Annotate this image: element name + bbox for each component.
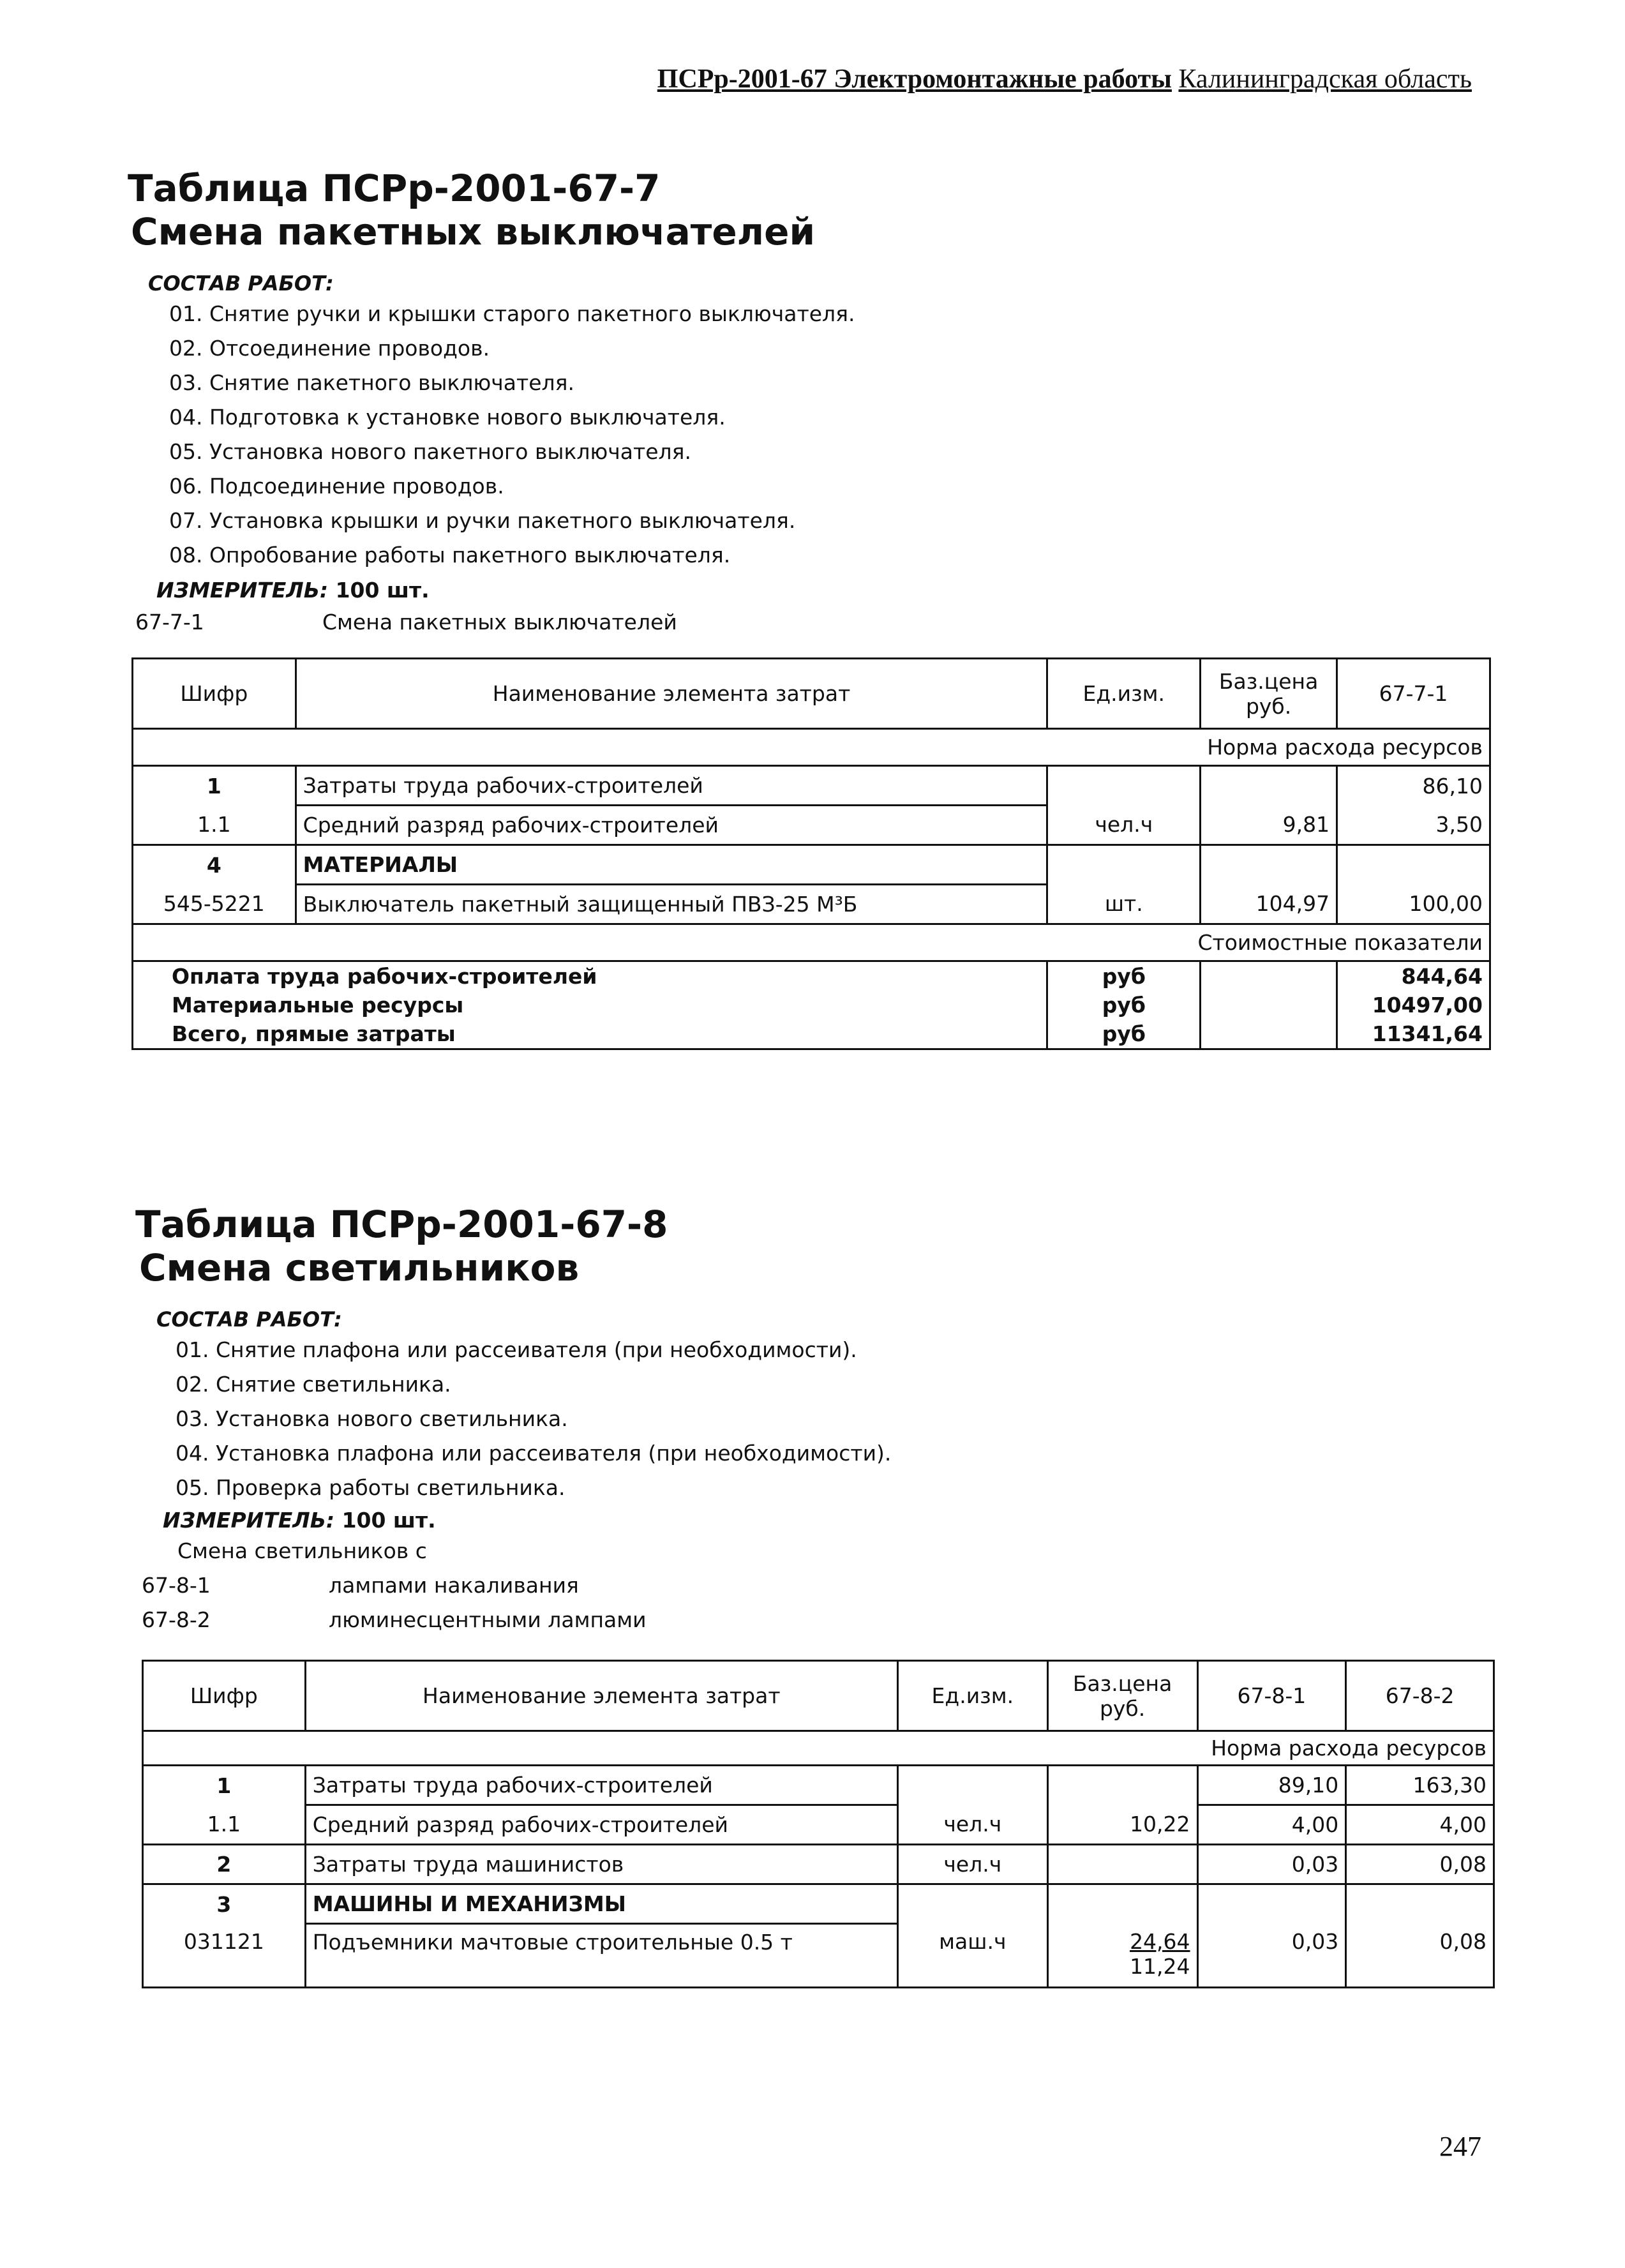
col-header-67-7-1: 67-7-1 <box>1337 659 1490 729</box>
table2-operation: 01. Снятие плафона или рассеивателя (при необходимости). <box>176 1337 857 1362</box>
table2-intro: Смена светильников с <box>177 1538 427 1563</box>
table2-izmeritel-value: 100 шт. <box>341 1508 436 1533</box>
table-row <box>143 1845 1494 1884</box>
total-unit: руб <box>1047 961 1201 991</box>
table-row <box>133 845 1490 885</box>
table-row <box>143 1884 1494 1924</box>
row-code: 031121 <box>143 1924 306 1988</box>
totals-row <box>133 991 1490 1020</box>
norm-header-row <box>133 729 1490 766</box>
table1-sostav-label: СОСТАВ РАБОТ: <box>148 271 334 296</box>
row-price <box>1047 1766 1197 1805</box>
row-price <box>1047 1845 1197 1884</box>
row-value: 0,08 <box>1346 1924 1494 1988</box>
total-price-empty <box>1201 961 1337 991</box>
table1-operation: 03. Снятие пакетного выключателя. <box>169 370 574 395</box>
row-price: 10,22 <box>1047 1805 1197 1845</box>
row-value <box>1346 1884 1494 1924</box>
table2-operation: 05. Проверка работы светильника. <box>176 1475 565 1500</box>
row-value: 0,08 <box>1346 1845 1494 1884</box>
row-unit <box>1047 766 1201 806</box>
table-row <box>143 1924 1494 1988</box>
row-unit: чел.ч <box>1047 806 1201 845</box>
row-value: 0,03 <box>1197 1924 1346 1988</box>
table2-title-line1: Таблица ПСРр-2001-67-8 <box>135 1203 668 1246</box>
running-header <box>657 64 1472 94</box>
total-price-empty <box>1201 991 1337 1020</box>
table2-operations-list <box>176 1333 891 1505</box>
row-code: 2 <box>143 1845 306 1884</box>
table1-title-line2: Смена пакетных выключателей <box>131 210 816 253</box>
total-unit: руб <box>1047 991 1201 1020</box>
row-price: 9,81 <box>1201 806 1337 845</box>
table-row <box>133 766 1490 806</box>
col-header-67-8-1: 67-8-1 <box>1197 1661 1346 1731</box>
row-unit: чел.ч <box>897 1845 1047 1884</box>
row-price <box>1047 1884 1197 1924</box>
table2-izmeritel-label: ИЗМЕРИТЕЛЬ: <box>163 1508 335 1533</box>
table2-title-line2: Смена светильников <box>139 1246 580 1289</box>
row-code: 1.1 <box>143 1805 306 1845</box>
row-unit <box>897 1766 1047 1805</box>
total-unit: руб <box>1047 1020 1201 1049</box>
row-price-secondary: 11,24 <box>1130 1953 1190 1979</box>
row-price: 24,64 <box>1130 1928 1190 1954</box>
col-header-price: Баз.цена руб. <box>1047 1661 1197 1731</box>
table1-operation: 04. Подготовка к установке нового выключателя. <box>169 405 726 430</box>
col-header-67-8-2: 67-8-2 <box>1346 1661 1494 1731</box>
table-header-row <box>143 1661 1494 1731</box>
row-value: 89,10 <box>1197 1766 1346 1805</box>
total-price-empty <box>1201 1020 1337 1049</box>
col-header-price: Баз.цена руб. <box>1201 659 1337 729</box>
row-name: МАТЕРИАЛЫ <box>296 845 1047 885</box>
row-code: 3 <box>143 1884 306 1924</box>
table-row <box>133 885 1490 924</box>
table2-item-code: 67-8-1 <box>142 1573 211 1598</box>
row-name: Средний разряд рабочих-строителей <box>296 806 1047 845</box>
row-code: 1 <box>133 766 296 806</box>
row-price-cell <box>1047 1924 1197 1988</box>
row-unit: чел.ч <box>897 1805 1047 1845</box>
row-name: Средний разряд рабочих-строителей <box>305 1805 897 1845</box>
col-header-unit: Ед.изм. <box>897 1661 1047 1731</box>
row-code: 545-5221 <box>133 885 296 924</box>
row-code: 4 <box>133 845 296 885</box>
table2-item-code: 67-8-2 <box>142 1607 211 1632</box>
cost-header: Стоимостные показатели <box>133 924 1490 961</box>
total-value: 11341,64 <box>1337 1020 1490 1049</box>
col-header-code: Шифр <box>143 1661 306 1731</box>
table1-operation: 05. Установка нового пакетного выключателя. <box>169 439 691 464</box>
row-price: 104,97 <box>1201 885 1337 924</box>
table2-cost-table <box>142 1660 1495 1988</box>
row-value <box>1197 1884 1346 1924</box>
table1-item-code: 67-7-1 <box>135 610 204 635</box>
totals-row <box>133 961 1490 991</box>
table-row <box>143 1805 1494 1845</box>
row-name: Затраты труда рабочих-строителей <box>305 1766 897 1805</box>
row-name: МАШИНЫ И МЕХАНИЗМЫ <box>305 1884 897 1924</box>
table-row <box>143 1766 1494 1805</box>
row-name: Подъемники мачтовые строительные 0.5 т <box>305 1924 897 1988</box>
col-header-code: Шифр <box>133 659 296 729</box>
row-value: 4,00 <box>1197 1805 1346 1845</box>
table2-item-name: лампами накаливания <box>329 1573 579 1598</box>
table1-operation: 08. Опробование работы пакетного выключателя. <box>169 543 731 567</box>
table1-izmeritel-value: 100 шт. <box>335 578 430 603</box>
table1-cost-table <box>131 657 1491 1050</box>
table1-izmeritel <box>156 578 430 603</box>
row-value: 163,30 <box>1346 1766 1494 1805</box>
table1-operation: 02. Отсоединение проводов. <box>169 336 490 361</box>
table-row <box>133 806 1490 845</box>
table2-sostav-label: СОСТАВ РАБОТ: <box>156 1307 342 1332</box>
table2-izmeritel <box>163 1508 436 1533</box>
header-code-title: ПСРр-2001-67 Электромонтажные работы <box>657 64 1172 94</box>
total-value: 10497,00 <box>1337 991 1490 1020</box>
row-value: 3,50 <box>1337 806 1490 845</box>
row-value: 100,00 <box>1337 885 1490 924</box>
total-value: 844,64 <box>1337 961 1490 991</box>
cost-header-row <box>133 924 1490 961</box>
norm-header-row <box>143 1731 1494 1766</box>
norm-header: Норма расхода ресурсов <box>133 729 1490 766</box>
row-unit <box>1047 845 1201 885</box>
table2-operation: 02. Снятие светильника. <box>176 1372 451 1397</box>
total-name: Оплата труда рабочих-строителей <box>133 961 1047 991</box>
row-name: Затраты труда рабочих-строителей <box>296 766 1047 806</box>
row-value: 0,03 <box>1197 1845 1346 1884</box>
table1-operation: 01. Снятие ручки и крышки старого пакетного выключателя. <box>169 301 855 326</box>
row-name: Затраты труда машинистов <box>305 1845 897 1884</box>
row-unit: маш.ч <box>897 1924 1047 1988</box>
col-header-name: Наименование элемента затрат <box>296 659 1047 729</box>
totals-row <box>133 1020 1490 1049</box>
norm-header: Норма расхода ресурсов <box>143 1731 1494 1766</box>
table-header-row <box>133 659 1490 729</box>
table2-operation: 03. Установка нового светильника. <box>176 1406 568 1431</box>
page-number: 247 <box>1439 2131 1481 2162</box>
col-header-name: Наименование элемента затрат <box>305 1661 897 1731</box>
row-unit: шт. <box>1047 885 1201 924</box>
header-region: Калининградская область <box>1178 64 1472 94</box>
table1-item-name: Смена пакетных выключателей <box>322 610 677 635</box>
row-name: Выключатель пакетный защищенный ПВЗ-25 М³Б <box>296 885 1047 924</box>
table1-title-line1: Таблица ПСРр-2001-67-7 <box>128 167 661 210</box>
row-code: 1.1 <box>133 806 296 845</box>
row-value <box>1337 845 1490 885</box>
table1-operations-list <box>169 297 855 573</box>
row-value: 4,00 <box>1346 1805 1494 1845</box>
col-header-unit: Ед.изм. <box>1047 659 1201 729</box>
table1-operation: 07. Установка крышки и ручки пакетного выключателя. <box>169 508 796 533</box>
table1-operation: 06. Подсоединение проводов. <box>169 474 504 499</box>
row-value: 86,10 <box>1337 766 1490 806</box>
table2-item-name: люминесцентными лампами <box>329 1607 647 1632</box>
table1-izmeritel-label: ИЗМЕРИТЕЛЬ: <box>156 578 329 603</box>
row-code: 1 <box>143 1766 306 1805</box>
table2-operation: 04. Установка плафона или рассеивателя (при необходимости). <box>176 1441 892 1466</box>
row-unit <box>897 1884 1047 1924</box>
row-price <box>1201 766 1337 806</box>
total-name: Всего, прямые затраты <box>133 1020 1047 1049</box>
row-price <box>1201 845 1337 885</box>
total-name: Материальные ресурсы <box>133 991 1047 1020</box>
